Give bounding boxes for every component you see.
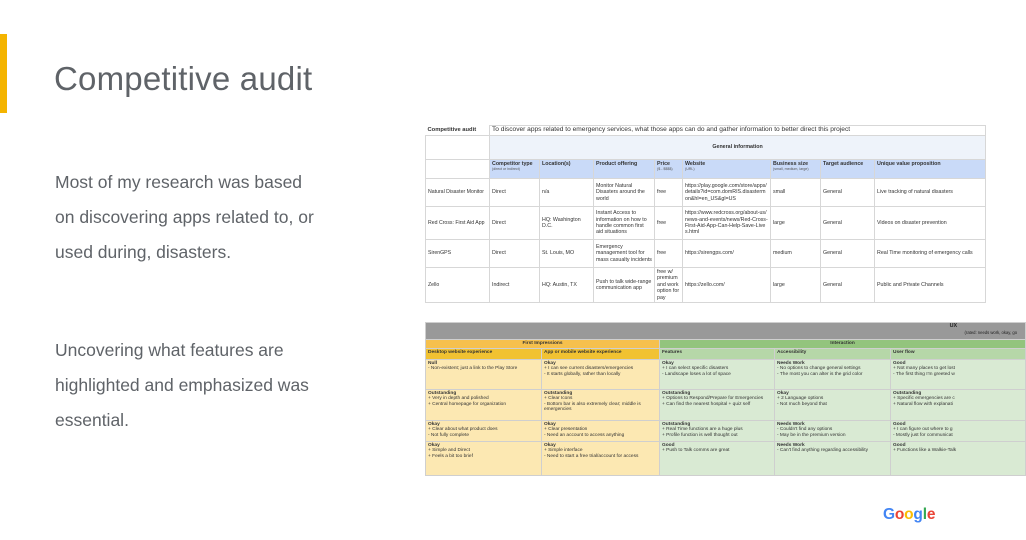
ux-table-cell: Okay + I can see current disasters/emergencies - It starts globally, rather than locally xyxy=(542,359,660,389)
audit-table-cell: large xyxy=(771,268,821,303)
audit-table-row xyxy=(426,268,986,303)
audit-table-row xyxy=(426,179,986,207)
ux-table-row xyxy=(426,441,1026,475)
audit-table-cell: Indirect xyxy=(490,268,540,303)
ux-column-header: User flow xyxy=(891,348,1026,359)
google-logo-letter: g xyxy=(913,506,923,523)
ux-table-cell: Needs Work - Couldn't find any options - May be in the premium version xyxy=(775,420,891,441)
ux-table-cell: Okay + I can select specific disasters - Landscape loses a lot of space xyxy=(660,359,775,389)
audit-table-cell: Emergency management tool for mass casualty incidents xyxy=(594,240,655,268)
audit-table-cell: https://zello.com/ xyxy=(683,268,771,303)
ux-audit-table xyxy=(425,322,1018,474)
ux-table-cell: Good + Push to Talk comms are great xyxy=(660,441,775,475)
google-logo-letter: l xyxy=(922,506,927,523)
ux-header: UX (rated: needs work, okay, go xyxy=(426,323,1026,340)
research-paragraph: Most of my research was based on discovering apps related to, or used during, disasters. xyxy=(55,172,314,262)
ux-table-cell: Good + Functions like a Walkie-Talk xyxy=(891,441,1026,475)
audit-table-cell: Direct xyxy=(490,179,540,207)
ux-table-cell: Okay + 2 Language options - Not much beyond that xyxy=(775,389,891,420)
slide-title: Competitive audit xyxy=(54,60,313,97)
google-logo-letter: o xyxy=(894,506,905,523)
audit-table-cell: https://sirengps.com/ xyxy=(683,240,771,268)
ux-column-header: Desktop website experience xyxy=(426,348,542,359)
ux-table-cell: Okay + Clear about what product does - Not fully complete xyxy=(426,420,542,441)
audit-table-cell: Live tracking of natural disasters xyxy=(875,179,986,207)
audit-table-cell: General xyxy=(821,179,875,207)
audit-table-cell: medium xyxy=(771,240,821,268)
ux-table-cell: Good + I can figure out where to g - Mostly just for communicat xyxy=(891,420,1026,441)
google-logo-letter: G xyxy=(883,506,895,523)
audit-table-cell: free xyxy=(655,240,683,268)
audit-table-cell: General xyxy=(821,240,875,268)
google-logo-letter: e xyxy=(926,506,936,523)
google-logo xyxy=(883,506,935,524)
audit-table-cell: Videos on disaster prevention xyxy=(875,207,986,240)
audit-empty-cell xyxy=(426,136,490,160)
audit-column-header: Business size (small, medium, large) xyxy=(771,160,821,179)
audit-table-cell: St. Louis, MO xyxy=(540,240,594,268)
ux-table-cell: Outstanding + Clear Icons - Bottom bar is also extremely clear; middle is emergencies xyxy=(542,389,660,420)
audit-goal: To discover apps related to emergency services, what those apps can do and gather information to better direct this project xyxy=(490,126,986,136)
audit-table-cell: Public and Private Channels xyxy=(875,268,986,303)
audit-table-cell: free w/ premium and work option for pay xyxy=(655,268,683,303)
features-paragraph: Uncovering what features are highlighted and emphasized was essential. xyxy=(55,340,309,430)
audit-table-cell: Push to talk wide-range communication app xyxy=(594,268,655,303)
accent-bar xyxy=(0,34,7,113)
ux-table-row xyxy=(426,420,1026,441)
audit-table-cell: SirenGPS xyxy=(426,240,490,268)
audit-column-header: Website (URL) xyxy=(683,160,771,179)
audit-column-header: Competitor type (direct or indirect) xyxy=(490,160,540,179)
audit-table-cell: Real Time monitoring of emergency calls xyxy=(875,240,986,268)
audit-column-header: Product offering xyxy=(594,160,655,179)
audit-table-cell: HQ: Washington D.C. xyxy=(540,207,594,240)
ux-group-interaction: Interaction xyxy=(660,340,1026,349)
audit-table-cell: free xyxy=(655,207,683,240)
audit-table-row xyxy=(426,207,986,240)
ux-column-header: Accessibility xyxy=(775,348,891,359)
audit-table-cell: https://www.redcross.org/about-us/news-and-events/news/Red-Cross-First-Aid-App-Can-Help-Save-Lives.html xyxy=(683,207,771,240)
ux-table-row xyxy=(426,389,1026,420)
audit-column-header: Price ($ - $$$$) xyxy=(655,160,683,179)
audit-table-cell: large xyxy=(771,207,821,240)
audit-table-cell: General xyxy=(821,207,875,240)
audit-table-cell: https://play.google.com/store/apps/details?id=com.domRIS.disastermon&hl=en_US&gl=US xyxy=(683,179,771,207)
audit-column-header: Location(s) xyxy=(540,160,594,179)
ux-table-cell: Okay + Simple interface - Need to start a free trial/account for access xyxy=(542,441,660,475)
ux-table-cell: Needs Work - No options to change general settings - The most you can alter is the grid color xyxy=(775,359,891,389)
audit-column-header xyxy=(426,160,490,179)
audit-table-cell: HQ: Austin, TX xyxy=(540,268,594,303)
audit-table-cell: free xyxy=(655,179,683,207)
ux-table-cell: Null - Non-existent; just a link to the Play Store xyxy=(426,359,542,389)
ux-table-cell: Okay + Clear presentation - Need an account to access anything xyxy=(542,420,660,441)
ux-table-cell: Needs Work - Can't find anything regarding accessibility xyxy=(775,441,891,475)
audit-table-cell: Zello xyxy=(426,268,490,303)
audit-table-cell: Natural Disaster Monitor xyxy=(426,179,490,207)
audit-table-cell: Monitor Natural Disasters around the world xyxy=(594,179,655,207)
competitive-audit-table xyxy=(425,125,973,301)
ux-table-cell: Outstanding + Options to Respond/Prepare for Emergencies + Can find the nearest hospital + quiz self xyxy=(660,389,775,420)
ux-table-cell: Okay + Simple and Direct + Feels a bit too brief xyxy=(426,441,542,475)
audit-table-cell: Direct xyxy=(490,240,540,268)
audit-table-row xyxy=(426,240,986,268)
ux-column-header: Features xyxy=(660,348,775,359)
ux-table-cell: Outstanding + Real Time functions are a huge plus + Profile function is well thought out xyxy=(660,420,775,441)
ux-table-cell: Good + Not many places to get lost - The first thing I'm greeted w xyxy=(891,359,1026,389)
audit-table-cell: n/a xyxy=(540,179,594,207)
audit-column-header: Target audience xyxy=(821,160,875,179)
audit-group-header: General information xyxy=(490,136,986,160)
audit-table-cell: Direct xyxy=(490,207,540,240)
ux-table-row xyxy=(426,359,1026,389)
audit-table-cell: General xyxy=(821,268,875,303)
audit-table-cell: Red Cross: First Aid App xyxy=(426,207,490,240)
audit-column-header: Unique value proposition xyxy=(875,160,986,179)
audit-table-title: Competitive audit xyxy=(427,127,477,134)
ux-table-cell: Outstanding + Specific emergencies are c + Natural flow with explanati xyxy=(891,389,1026,420)
audit-table-cell: Instant Access to information on how to handle common first aid situations xyxy=(594,207,655,240)
ux-column-header: App or mobile website experience xyxy=(542,348,660,359)
ux-table-cell: Outstanding + Very in depth and polished + Central homepage for organization xyxy=(426,389,542,420)
google-logo-letter: o xyxy=(904,506,914,523)
ux-group-first-impressions: First Impressions xyxy=(426,340,660,349)
audit-table-cell: small xyxy=(771,179,821,207)
